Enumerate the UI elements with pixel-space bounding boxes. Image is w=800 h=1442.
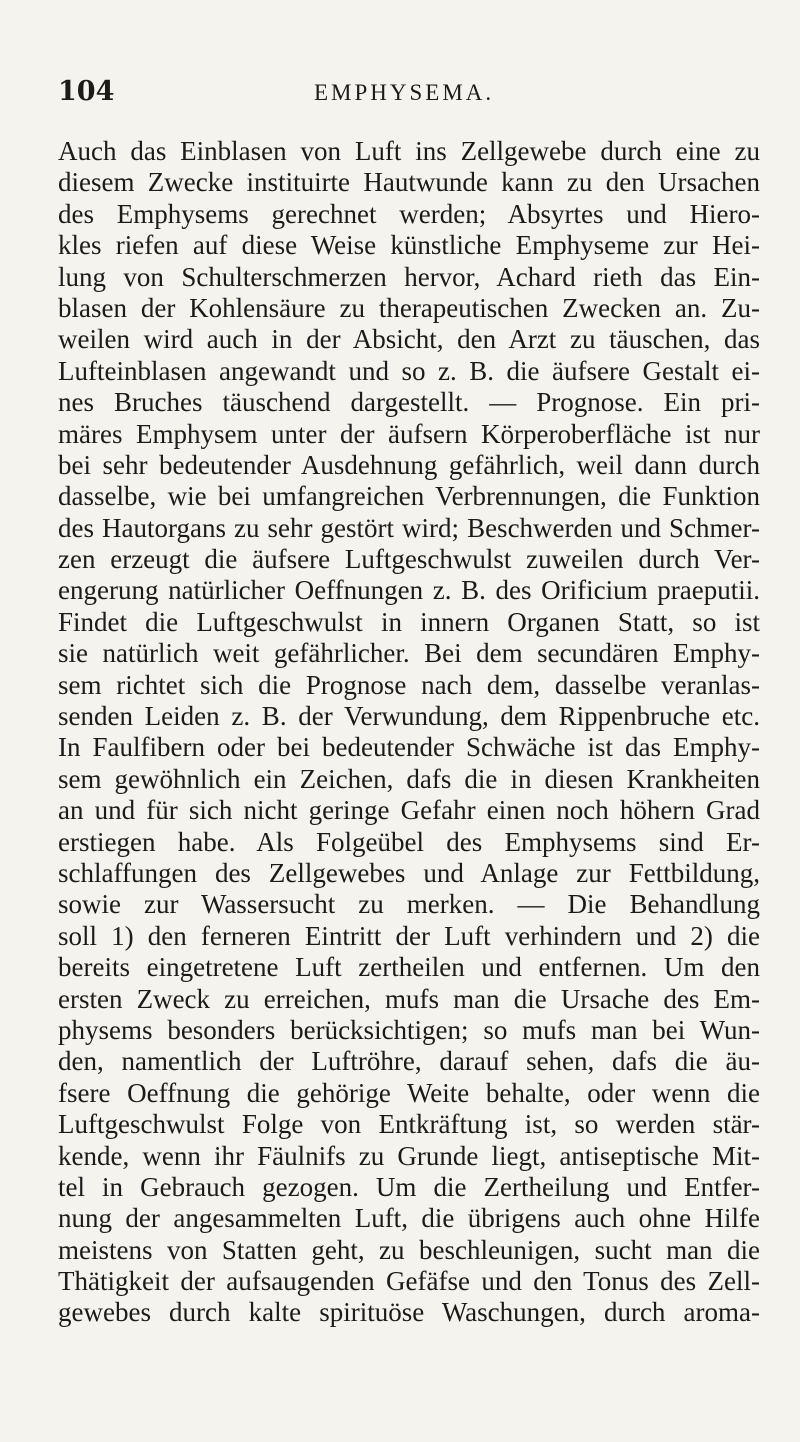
text-line: bereits eingetretene Luft zertheilen und entfernen. Um den bbox=[58, 952, 760, 983]
text-line: zen erzeugt die äufsere Luftgeschwulst zuweilen durch Ver- bbox=[58, 544, 760, 575]
text-line: lung von Schulterschmerzen hervor, Achard rieth das Ein- bbox=[58, 261, 760, 292]
text-line: sowie zur Wassersucht zu merken. — Die Behandlung bbox=[58, 889, 760, 920]
text-line: fsere Oeffnung die gehörige Weite behalte, oder wenn die bbox=[58, 1077, 760, 1108]
text-line: physems besonders berücksichtigen; so mufs man bei Wun- bbox=[58, 1014, 760, 1045]
text-line: nung der angesammelten Luft, die übrigens auch ohne Hilfe bbox=[58, 1203, 760, 1234]
text-line: den, namentlich der Luftröhre, darauf sehen, dafs die äu- bbox=[58, 1046, 760, 1077]
text-line: meistens von Statten geht, zu beschleunigen, sucht man die bbox=[58, 1234, 760, 1265]
text-line: sem gewöhnlich ein Zeichen, dafs die in diesen Krankheiten bbox=[58, 763, 760, 794]
text-line: Findet die Luftgeschwulst in innern Organen Statt, so ist bbox=[58, 606, 760, 637]
text-line: sie natürlich weit gefährlicher. Bei dem secundären Emphy- bbox=[58, 638, 760, 669]
text-line: engerung natürlicher Oeffnungen z. B. des Orificium praeputii. bbox=[58, 575, 760, 606]
text-line: diesem Zwecke instituirte Hautwunde kann zu den Ursachen bbox=[58, 167, 760, 198]
text-line: soll 1) den ferneren Eintritt der Luft verhindern und 2) die bbox=[58, 920, 760, 951]
page-header bbox=[58, 76, 748, 116]
text-line: Auch das Einblasen von Luft ins Zellgewebe durch eine zu bbox=[58, 136, 760, 166]
text-line: weilen wird auch in der Absicht, den Arzt zu täuschen, das bbox=[58, 324, 760, 355]
text-line: sem richtet sich die Prognose nach dem, dasselbe veranlas- bbox=[58, 669, 760, 700]
text-line: kles riefen auf diese Weise künstliche Emphyseme zur Hei- bbox=[58, 230, 760, 261]
text-line: an und für sich nicht geringe Gefahr einen noch höhern Grad bbox=[58, 795, 760, 826]
page-number: 104 bbox=[58, 76, 115, 107]
text-line: kende, wenn ihr Fäulnifs zu Grunde liegt, antiseptische Mit- bbox=[58, 1140, 760, 1171]
body-text bbox=[58, 136, 760, 1329]
text-line: senden Leiden z. B. der Verwundung, dem Rippenbruche etc. bbox=[58, 701, 760, 732]
text-line: tel in Gebrauch gezogen. Um die Zertheilung und Entfer- bbox=[58, 1171, 760, 1202]
text-line: nes Bruches täuschend dargestellt. — Prognose. Ein pri- bbox=[58, 387, 760, 418]
text-line: erstiegen habe. Als Folgeübel des Emphysems sind Er- bbox=[58, 826, 760, 857]
text-line: dasselbe, wie bei umfangreichen Verbrennungen, die Funktion bbox=[58, 481, 760, 512]
text-line: bei sehr bedeutender Ausdehnung gefährlich, weil dann durch bbox=[58, 449, 760, 480]
text-line: märes Emphysem unter der äufsern Körperoberfläche ist nur bbox=[58, 418, 760, 449]
text-line: Thätigkeit der aufsaugenden Gefäfse und den Tonus des Zell- bbox=[58, 1266, 760, 1297]
text-line: In Faulfibern oder bei bedeutender Schwäche ist das Emphy- bbox=[58, 732, 760, 763]
text-line: des Emphysems gerechnet werden; Absyrtes und Hiero- bbox=[58, 198, 760, 229]
text-line: des Hautorgans zu sehr gestört wird; Beschwerden und Schmer- bbox=[58, 512, 760, 543]
text-line: Lufteinblasen angewandt und so z. B. die äufsere Gestalt ei- bbox=[58, 355, 760, 386]
text-line: gewebes durch kalte spirituöse Waschungen, durch aroma- bbox=[58, 1297, 760, 1328]
text-line: schlaffungen des Zellgewebes und Anlage zur Fettbildung, bbox=[58, 857, 760, 888]
text-line: ersten Zweck zu erreichen, mufs man die Ursache des Em- bbox=[58, 983, 760, 1014]
text-line: Luftgeschwulst Folge von Entkräftung ist, so werden stär- bbox=[58, 1109, 760, 1140]
running-head: EMPHYSEMA. bbox=[314, 80, 495, 105]
text-line: blasen der Kohlensäure zu therapeutischen Zwecken an. Zu- bbox=[58, 292, 760, 323]
